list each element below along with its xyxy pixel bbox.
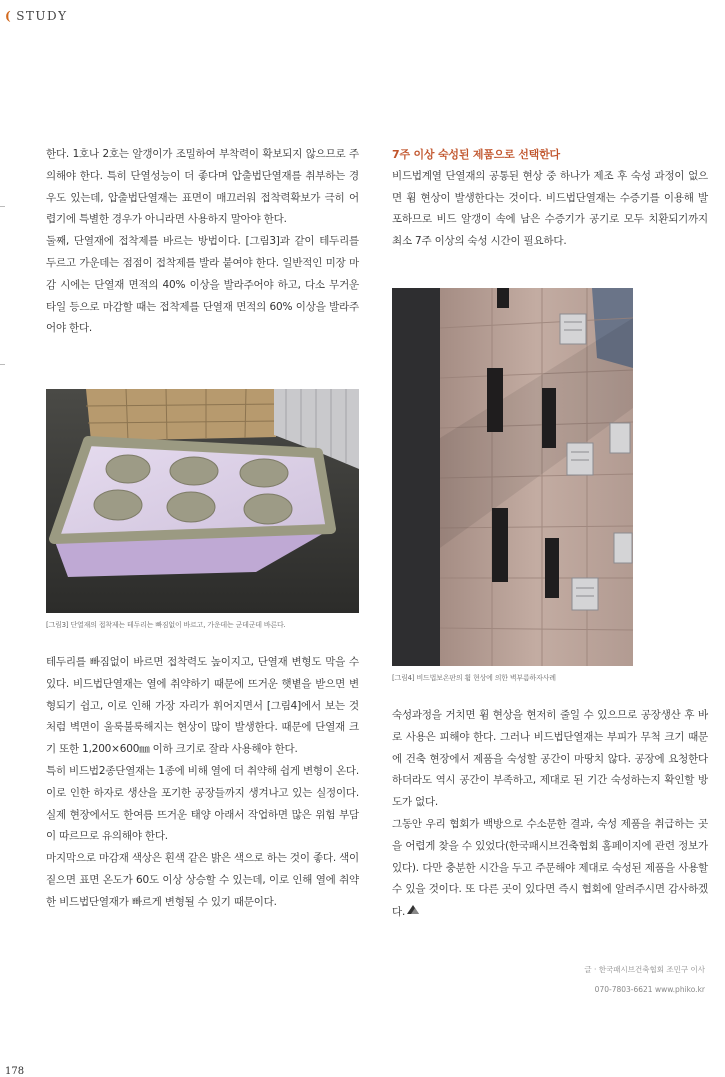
right-paragraph-3-text: 그동안 우리 협회가 백방으로 수소문한 결과, 숙성 제품을 취급하는 곳을 어렵게 찾을 수 있었다(한국패시브건축협회 홈페이지에 관련 정보가 있다). 다만 충분한 시간을 두고 주문해야 제대로 숙성된 제품을 사용할 수 있을 것이다. 또 다른 곳이 있다면 즉시 협회에 알려주시면 감사하겠다. bbox=[392, 817, 708, 919]
left-text-block-top bbox=[46, 144, 359, 340]
left-paragraph-4: 특히 비드법2종단열재는 1종에 비해 열에 더 취약해 쉽게 변형이 온다. 이로 인한 하자로 생산을 포기한 공장들까지 생겨나고 있는 실정이다. 실제 현장에서도 한여름 뜨거운 태양 아래서 작업하면 많은 위험 부담이 따르므로 유의해야 한다. bbox=[46, 764, 359, 843]
credit-contact: 070-7803-6621 www.phiko.kr bbox=[594, 985, 705, 994]
margin-tick bbox=[0, 364, 5, 365]
section-header bbox=[5, 9, 68, 23]
section-title: STUDY bbox=[16, 9, 68, 23]
right-text-block-bottom bbox=[392, 705, 708, 924]
margin-tick bbox=[0, 206, 5, 207]
right-paragraph-3 bbox=[392, 814, 708, 924]
figure-3-caption: [그림3] 단열재의 접착제는 테두리는 빠짐없이 바르고, 가운데는 군데군데 바른다. bbox=[46, 621, 286, 629]
left-paragraph-5: 마지막으로 마감재 색상은 흰색 같은 밝은 색으로 하는 것이 좋다. 색이 짙으면 표면 온도가 60도 이상 상승할 수 있는데, 이로 인해 열에 취약한 비드법단열재가 빠르게 변형될 수 있기 때문이다. bbox=[46, 852, 359, 908]
header-bracket: ( bbox=[5, 9, 13, 23]
section-heading: 7주 이상 숙성된 제품으로 선택한다 bbox=[392, 148, 560, 161]
right-text-block-top bbox=[392, 144, 708, 253]
figure-4-caption: [그림4] 비드법보온판의 휨 현상에 의한 벽부름하자사례 bbox=[392, 674, 556, 682]
right-paragraph-2: 숙성과정을 거치면 휨 현상을 현저히 줄일 수 있으므로 공장생산 후 바로 사용은 피해야 한다. 그러나 비드법단열재는 부피가 무척 크기 때문에 건축 현장에서 제품을 숙성할 공간이 마땅치 않다. 공장에 요청한다 하더라도 역시 공간이 부족하고, 제대로 된 기간 숙성하는지 확인할 방도가 없다. bbox=[392, 709, 708, 809]
figure-4-image bbox=[392, 288, 633, 666]
left-paragraph-3: 테두리를 빠짐없이 바르면 접착력도 높이지고, 단열재 변형도 막을 수 있다. 비드법단열재는 열에 취약하기 때문에 뜨거운 햇볕을 받으면 변형되기 쉽고, 이로 인해 가장 자리가 휘어지면서 [그림4]에서 보는 것처럼 벽면이 울룩불룩해지는 현상이 많이 발생한다. 때문에 단열재 크기 또한 1,200×600㎜ 이하 크기로 잘라 사용해야 한다. bbox=[46, 656, 359, 756]
figure-4-caption-wrap bbox=[392, 673, 708, 683]
left-paragraph-2: 둘째, 단열재에 접착제를 바르는 방법이다. [그림3]과 같이 테두리를 두르고 가운데는 점점이 접착제를 발라 붙여야 한다. 일반적인 미장 마감 시에는 단열재 면적의 40% 이상을 발라주어야 하고, 다소 무거운 타일 등으로 마감할 때는 접착제를 단열재 면적의 60% 이상을 발라주어야 한다. bbox=[46, 235, 359, 335]
figure-3-image bbox=[46, 389, 359, 613]
left-paragraph-1: 한다. 1호나 2호는 알갱이가 조밀하여 부착력이 확보되지 않으므로 주의해야 한다. 특히 단열성능이 더 좋다며 압출법단열재를 취부하는 경우도 있는데, 압출법단열재는 표면이 매끄러워 접착력확보가 극히 어렵기에 특별한 경우가 아니라면 사용하지 말아야 한다. bbox=[46, 148, 359, 226]
left-text-block-bottom bbox=[46, 652, 359, 914]
end-mark-icon bbox=[407, 901, 419, 923]
credit-author: 글 · 한국패시브건축협회 조민구 이사 bbox=[584, 965, 705, 974]
right-paragraph-1: 비드법계열 단열재의 공통된 현상 중 하나가 제조 후 숙성 과정이 없으면 휨 현상이 발생한다는 것이다. 비드법단열재는 수증기를 이용해 발포하므로 비드 알갱이 속에 남은 수증기가 공기로 모두 치환되기까지 최소 7주 이상의 숙성 시간이 필요하다. bbox=[392, 169, 708, 248]
figure-3-caption-wrap bbox=[46, 620, 359, 630]
page-number: 178 bbox=[5, 1066, 25, 1077]
